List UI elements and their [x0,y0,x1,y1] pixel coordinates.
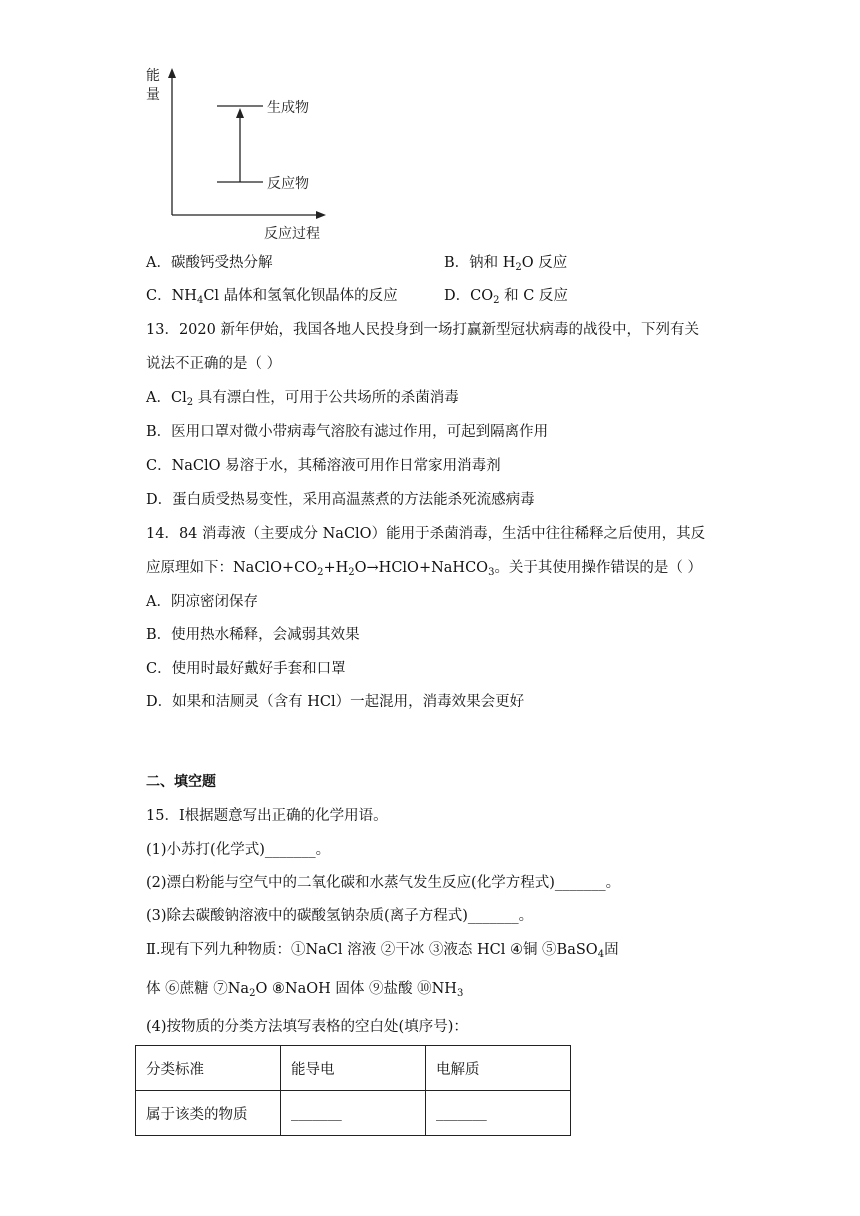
x-axis-label: 反应过程 [264,226,320,242]
q14-stem-line1: 14．84 消毒液（主要成分 NaClO）能用于杀菌消毒，生活中往往稀释之后使用，其反 [146,526,706,542]
energy-arrow-head [236,108,244,118]
table-header-cell: 分类标准 [136,1046,281,1091]
q13-option-d: D．蛋白质受热易变性，采用高温蒸煮的方法能杀死流感病毒 [146,492,535,508]
y-axis-label-1: 能 [146,68,160,84]
section-title: 二、填空题 [146,774,216,790]
table-header-cell: 电解质 [426,1046,571,1091]
q12-option-b: B．钠和 $H_2O$ 反应 [444,255,568,273]
q14-option-a: A．阴凉密闭保存 [146,594,258,610]
q12-option-c: C．$NH_4Cl$ 晶体和氢氧化钡晶体的反应 [146,288,398,306]
table-row [136,1091,571,1136]
reactant-label: 反应物 [267,176,309,192]
q14-option-c: C．使用时最好戴好手套和口罩 [146,661,346,677]
y-axis-arrow [168,68,176,78]
q14-stem-line2: 应原理如下：$NaClO+CO_2+H_2O\to HClO+NaHCO_3$。关于其使用操作错误的是（ ） [146,560,703,578]
q12-option-d: D．$CO_2$ 和 C 反应 [444,288,568,306]
q15-part4: (4)按物质的分类方法填写表格的空白处(填序号)： [146,1019,468,1035]
q15-part1: (1)小苏打(化学式)_______。 [146,842,331,858]
energy-diagram [140,60,340,245]
answer-blank[interactable]: _______ [426,1091,571,1136]
product-label: 生成物 [267,100,309,116]
q15-part3: (3)除去碳酸钠溶液中的碳酸氢钠杂质(离子方程式)_______。 [146,908,534,924]
q13-option-a: A．$Cl_2$ 具有漂白性，可用于公共场所的杀菌消毒 [146,390,459,408]
q13-stem-line1: 13．2020 新年伊始，我国各地人民投身到一场打赢新型冠状病毒的战役中，下列有关 [146,322,699,338]
q14-option-d: D．如果和洁厕灵（含有 HCl）一起混用，消毒效果会更好 [146,694,525,710]
q14-option-b: B．使用热水稀释，会减弱其效果 [146,627,360,643]
q13-stem-line2: 说法不正确的是（ ） [146,356,282,372]
table-header-row [136,1046,571,1091]
q13-option-b: B．医用口罩对微小带病毒气溶胶有滤过作用，可起到隔离作用 [146,424,549,440]
q15-substances-line1: Ⅱ.现有下列九种物质：①NaCl 溶液 ②干冰 ③液态 HCl ④铜 ⑤BaSO$_4$固 [146,942,619,960]
table-header-cell: 能导电 [281,1046,426,1091]
q15-stem: 15．Ⅰ根据题意写出正确的化学用语。 [146,808,388,824]
x-axis-arrow [316,211,326,219]
y-axis-label-2: 量 [146,87,160,103]
table-cell: 属于该类的物质 [136,1091,281,1136]
q12-option-a: A．碳酸钙受热分解 [146,255,273,271]
answer-blank[interactable]: _______ [281,1091,426,1136]
q15-part2: (2)漂白粉能与空气中的二氧化碳和水蒸气发生反应(化学方程式)_______。 [146,875,621,891]
q13-option-c: C．NaClO 易溶于水，其稀溶液可用作日常家用消毒剂 [146,458,501,474]
q15-substances-line2: 体 ⑥蔗糖 $⑦Na_2O$ ⑧NaOH 固体 ⑨盐酸 $⑩NH_3$ [146,981,464,999]
classification-table [135,1045,571,1136]
